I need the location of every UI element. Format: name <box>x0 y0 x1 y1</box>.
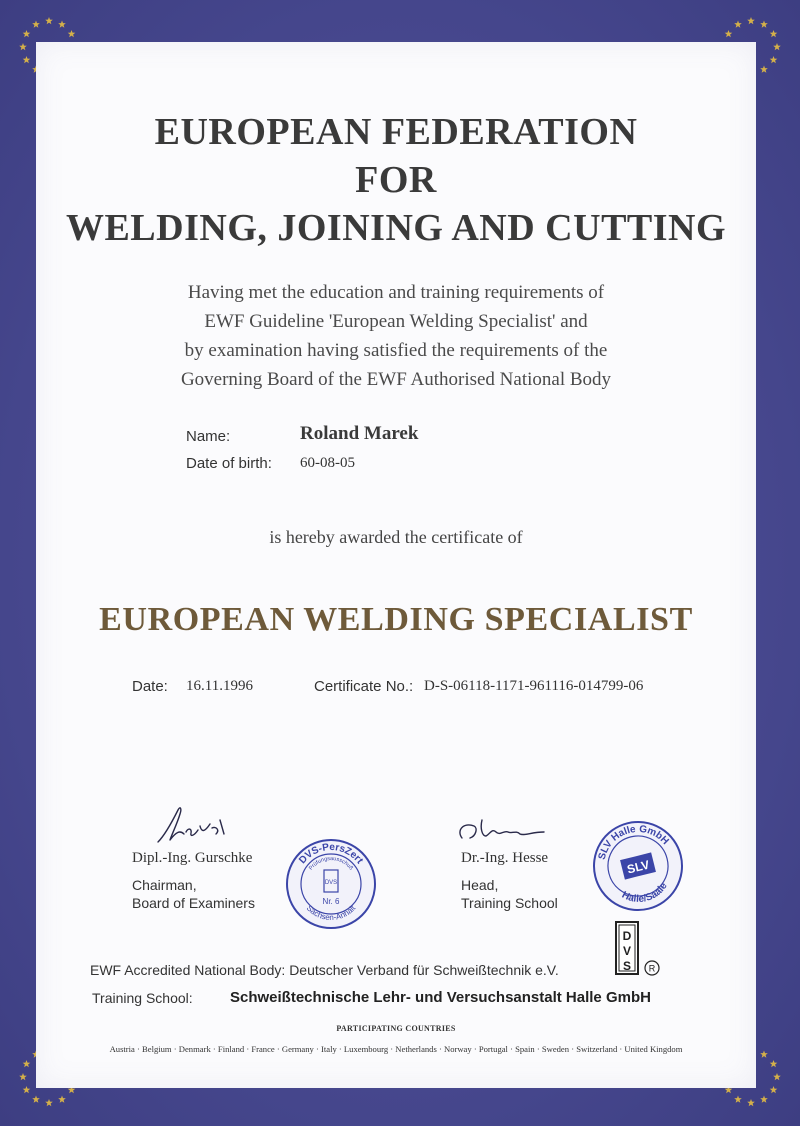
name-value: Roland Marek <box>300 423 419 444</box>
left-stamp-center: DVS <box>324 880 338 886</box>
right-role-line-1: Head, <box>461 877 499 893</box>
svg-text:D: D <box>622 929 632 943</box>
intro-paragraph <box>36 278 756 394</box>
intro-line-1: Having met the education and training requirements of <box>187 282 605 303</box>
star-icon <box>734 1096 742 1103</box>
dvs-logo-icon <box>614 920 666 983</box>
star-icon <box>770 1086 778 1093</box>
intro-line-3: by examination having satisfied the requirements of the <box>184 340 608 361</box>
star-icon <box>58 20 66 27</box>
intro-line-4: Governing Board of the EWF Authorised National Body <box>180 369 612 390</box>
star-icon <box>32 20 40 27</box>
star-icon <box>760 1096 768 1103</box>
left-stamp-number: Nr. 6 <box>322 897 340 906</box>
left-stamp-ring-bottom: Sachsen-Anhalt <box>304 903 358 923</box>
dob-value: 60-08-05 <box>300 455 355 471</box>
date-value: 16.11.1996 <box>186 678 253 694</box>
slv-halle-stamp <box>590 818 686 914</box>
right-signatory-role <box>461 876 558 912</box>
intro-line-2: EWF Guideline 'European Welding Specialist' and <box>204 311 588 332</box>
national-body-line: EWF Accredited National Body: Deutscher Verband für Schweißtechnik e.V. <box>90 962 559 978</box>
star-icon <box>68 30 76 37</box>
star-icon <box>760 20 768 27</box>
star-icon <box>725 30 733 37</box>
left-signatory-role <box>132 876 255 912</box>
certificate-number-label: Certificate No.: <box>314 678 414 695</box>
star-icon <box>747 17 755 24</box>
star-icon <box>19 1073 27 1080</box>
star-icon <box>760 1050 768 1057</box>
awarded-text: is hereby awarded the certificate of <box>269 527 523 547</box>
heading-line-1: EUROPEAN FEDERATION <box>154 111 638 153</box>
left-role-line-2: Board of Examiners <box>132 895 255 911</box>
right-stamp-ring-bottom: Halle/Saale <box>619 880 670 905</box>
star-icon <box>23 1086 31 1093</box>
star-icon <box>58 1096 66 1103</box>
star-icon <box>773 1073 781 1080</box>
star-icon <box>734 20 742 27</box>
star-icon <box>23 1060 31 1067</box>
left-signatory-name: Dipl.-Ing. Gurschke <box>132 850 253 866</box>
heading-line-3: WELDING, JOINING AND CUTTING <box>65 207 727 249</box>
signature-hesse <box>452 802 562 855</box>
star-icon <box>45 1099 53 1106</box>
star-icon <box>760 66 768 73</box>
right-role-line-2: Training School <box>461 895 558 911</box>
registered-mark: R <box>648 963 656 974</box>
star-icon <box>770 1060 778 1067</box>
certificate-title: EUROPEAN WELDING SPECIALIST <box>99 601 693 638</box>
left-role-line-1: Chairman, <box>132 877 197 893</box>
star-icon <box>770 56 778 63</box>
certificate-number-value: D-S-06118-1171-961116-014799-06 <box>424 678 644 694</box>
star-icon <box>45 17 53 24</box>
participating-countries-list: Austria · Belgium · Denmark · Finland · France · Germany · Italy · Luxembourg · Netherlands · Norway · Portugal · Spain · Sweden · Switzerland · United Kingdom <box>109 1044 683 1054</box>
training-school-label: Training School: <box>92 990 193 1006</box>
star-icon <box>19 43 27 50</box>
svg-text:V: V <box>622 944 632 958</box>
right-stamp-center: SLV <box>625 857 651 877</box>
right-stamp-ring-top: SLV Halle GmbH <box>596 823 671 861</box>
participating-countries-heading: PARTICIPATING COUNTRIES <box>336 1024 456 1033</box>
training-school-value: Schweißtechnische Lehr- und Versuchsanstalt Halle GmbH <box>230 989 651 1006</box>
star-icon <box>773 43 781 50</box>
left-stamp-ring-inner: Prüfungsausschuß <box>308 855 354 872</box>
name-label: Name: <box>186 428 231 445</box>
heading-line-2: FOR <box>355 159 437 201</box>
star-icon <box>770 30 778 37</box>
signature-gurschke <box>150 800 260 855</box>
dvs-perszert-stamp <box>283 836 379 932</box>
date-label: Date: <box>132 678 168 695</box>
left-stamp-ring-top: DVS-PersZert <box>297 841 365 867</box>
svg-text:S: S <box>622 959 632 973</box>
dob-label: Date of birth: <box>186 455 272 472</box>
star-icon <box>32 1096 40 1103</box>
right-signatory-name: Dr.-Ing. Hesse <box>461 850 549 866</box>
star-icon <box>23 30 31 37</box>
star-icon <box>23 56 31 63</box>
star-icon <box>747 1099 755 1106</box>
